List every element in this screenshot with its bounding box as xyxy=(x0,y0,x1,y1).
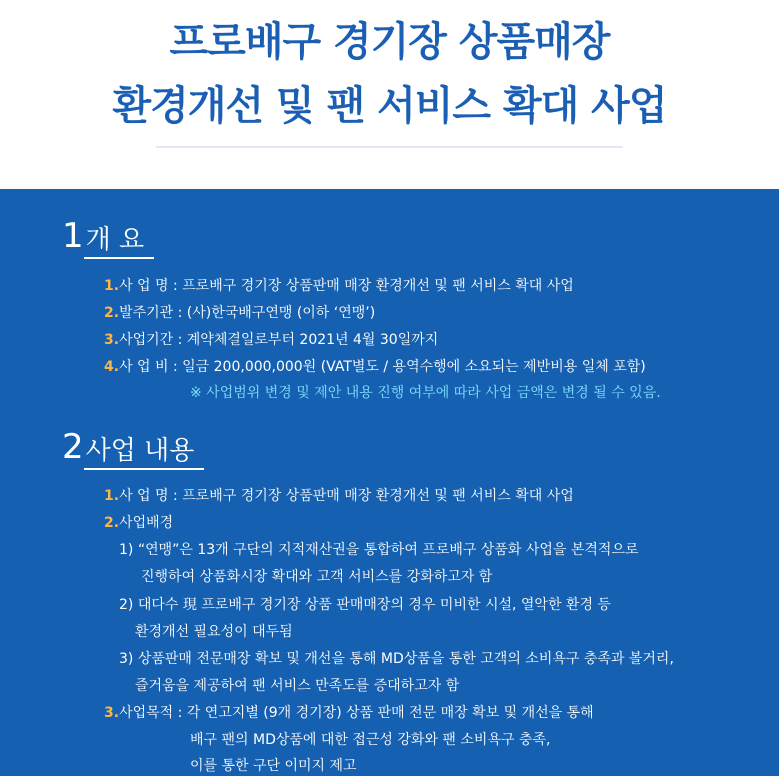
item-number: 3. xyxy=(104,332,120,348)
purpose-line-1: 배구 팬의 MD상품에 대한 접근성 강화와 팬 소비욕구 충족, xyxy=(190,732,551,748)
item-number: 1. xyxy=(104,278,120,294)
section-1-item-2 xyxy=(104,302,375,322)
item-number: 2. xyxy=(104,515,120,531)
section-2-item-3 xyxy=(104,702,594,722)
section-2-title: 사업 내용 xyxy=(84,436,205,470)
item-text: 사 업 명 : 프로배구 경기장 상품판매 매장 환경개선 및 팬 서비스 확대 사업 xyxy=(119,278,574,294)
item-number: 4. xyxy=(104,359,120,375)
page-title-line-1: 프로배구 경기장 상품매장 xyxy=(169,19,610,65)
background-line-2: 진행하여 상품화시장 확대와 고객 서비스를 강화하고자 함 xyxy=(141,569,493,585)
item-number: 3. xyxy=(104,705,120,721)
content-panel xyxy=(0,189,779,776)
section-2-item-2 xyxy=(104,512,173,532)
section-2-item-1 xyxy=(104,485,574,505)
section-1-item-4 xyxy=(104,356,646,376)
item-text: 사 업 명 : 프로배구 경기장 상품판매 매장 환경개선 및 팬 서비스 확대 사업 xyxy=(119,488,574,504)
purpose-line-2: 이를 통한 구단 이미지 제고 xyxy=(190,758,357,774)
section-1-number: 1 xyxy=(62,216,84,256)
item-text: 사업기간 : 계약체결일로부터 2021년 4월 30일까지 xyxy=(119,332,439,348)
section-1-item-1 xyxy=(104,275,574,295)
section-2-heading xyxy=(62,427,204,467)
section-1-title: 개 요 xyxy=(84,225,155,259)
section-1-heading xyxy=(62,216,154,256)
item-number: 1. xyxy=(104,488,120,504)
background-line-4: 환경개선 필요성이 대두됨 xyxy=(135,624,293,640)
item-text: 발주기관 : (사)한국배구연맹 (이하 ‘연맹’) xyxy=(119,305,376,321)
item-text: 사업목적 : 각 연고지별 (9개 경기장) 상품 판매 전문 매장 확보 및 개선을 통해 xyxy=(119,705,594,721)
section-1-item-3 xyxy=(104,329,438,349)
background-line-1: 1) “연맹”은 13개 구단의 지적재산권을 통합하여 프로배구 상품화 사업을 본격적으로 xyxy=(119,542,639,558)
budget-note: ※ 사업범위 변경 및 제안 내용 진행 여부에 따라 사업 금액은 변경 될 수 있음. xyxy=(190,385,661,401)
header xyxy=(0,0,779,189)
item-text: 사 업 비 : 일금 200,000,000원 (VAT별도 / 용역수행에 소요되는 제반비용 일체 포함) xyxy=(119,359,646,375)
item-text: 사업배경 xyxy=(119,515,174,531)
title-divider xyxy=(156,146,623,148)
background-line-3: 2) 대다수 現 프로배구 경기장 상품 판매매장의 경우 미비한 시설, 열악한 환경 등 xyxy=(119,597,611,613)
page-title-line-2: 환경개선 및 팬 서비스 확대 사업 xyxy=(112,83,667,129)
section-2-number: 2 xyxy=(62,427,84,467)
background-line-5: 3) 상품판매 전문매장 확보 및 개선을 통해 MD상품을 통한 고객의 소비욕구 충족과 볼거리, xyxy=(119,651,674,667)
item-number: 2. xyxy=(104,305,120,321)
background-line-6: 즐거움을 제공하여 팬 서비스 만족도를 증대하고자 함 xyxy=(135,678,460,694)
